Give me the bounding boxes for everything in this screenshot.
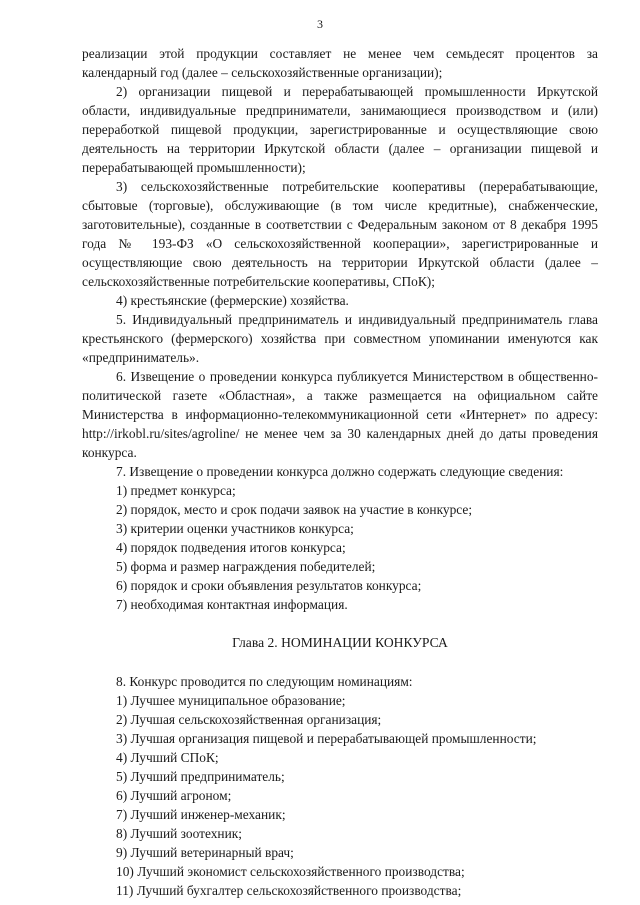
paragraph-clause-6: 6. Извещение о проведении конкурса публикуется Министерством в общественно-политической газете «Областная», а также размещается на официальном сайте Министерства в информационно-телекоммуникационной сети «Интернет» по адресу: http://irkobl.ru/sites/agroline/ не менее чем за 30 календарных дней до даты проведения конкурса. xyxy=(82,369,598,460)
list-item: 6) Лучший агроном; xyxy=(116,788,232,803)
page-number: 3 xyxy=(317,17,323,31)
paragraph-item-3: 3) сельскохозяйственные потребительские кооперативы (перерабатывающие, сбытовые (торговые), обслуживающие (в том числе кредитные), снабженческие, заготовительные), созданные в соответствии с Федеральным законом от 8 декабря 1995 года № 193-ФЗ «О сельскохозяйственной кооперации», зарегистрированные и осуществляющие свою деятельность на территории Иркутской области (далее – сельскохозяйственные потребительские кооперативы, СПоК); xyxy=(82,179,598,289)
list-item: 8) Лучший зоотехник; xyxy=(116,826,242,841)
list-item: 5) форма и размер награждения победителей; xyxy=(116,559,376,574)
list-item: 4) Лучший СПоК; xyxy=(116,750,219,765)
paragraph-item-4: 4) крестьянские (фермерские) хозяйства. xyxy=(116,293,349,308)
list-item: 9) Лучший ветеринарный врач; xyxy=(116,845,294,860)
list-item: 7) необходимая контактная информация. xyxy=(116,597,348,612)
paragraph-continuation: реализации этой продукции составляет не менее чем семьдесят процентов за календарный год (далее – сельскохозяйственные организации); xyxy=(82,46,598,80)
list-item: 10) Лучший экономист сельскохозяйственного производства; xyxy=(116,864,465,879)
paragraph-item-2: 2) организации пищевой и перерабатывающей промышленности Иркутской области, индивидуальные предприниматели, занимающиеся производством и (или) переработкой пищевой продукции, зарегистрированные и осуществляющие свою деятельность на территории Иркутской области (далее – организации пищевой и перерабатывающей промышленности); xyxy=(82,84,598,175)
list-item: 4) порядок подведения итогов конкурса; xyxy=(116,540,346,555)
list-item: 5) Лучший предприниматель; xyxy=(116,769,285,784)
list-item: 1) Лучшее муниципальное образование; xyxy=(116,693,346,708)
paragraph-clause-7: 7. Извещение о проведении конкурса должно содержать следующие сведения: xyxy=(116,464,564,479)
list-item: 6) порядок и сроки объявления результатов конкурса; xyxy=(116,578,422,593)
list-item: 2) порядок, место и срок подачи заявок на участие в конкурсе; xyxy=(116,502,473,517)
list-item: 3) критерии оценки участников конкурса; xyxy=(116,521,354,536)
list-item: 3) Лучшая организация пищевой и перерабатывающей промышленности; xyxy=(116,731,537,746)
list-item: 7) Лучший инженер-механик; xyxy=(116,807,286,822)
document-body xyxy=(82,44,598,900)
list-item: 1) предмет конкурса; xyxy=(116,483,236,498)
nominations-list xyxy=(82,691,598,900)
chapter-title: Глава 2. НОМИНАЦИИ КОНКУРСА xyxy=(232,635,448,650)
nominations-intro: 8. Конкурс проводится по следующим номинациям: xyxy=(116,674,413,689)
list-item: 11) Лучший бухгалтер сельскохозяйственного производства; xyxy=(116,883,462,898)
paragraph-clause-5: 5. Индивидуальный предприниматель и индивидуальный предприниматель глава крестьянского (фермерского) хозяйства при совместном упоминании именуются как «предприниматель». xyxy=(82,312,598,365)
list-item: 2) Лучшая сельскохозяйственная организация; xyxy=(116,712,382,727)
notice-contents-list xyxy=(82,481,598,614)
